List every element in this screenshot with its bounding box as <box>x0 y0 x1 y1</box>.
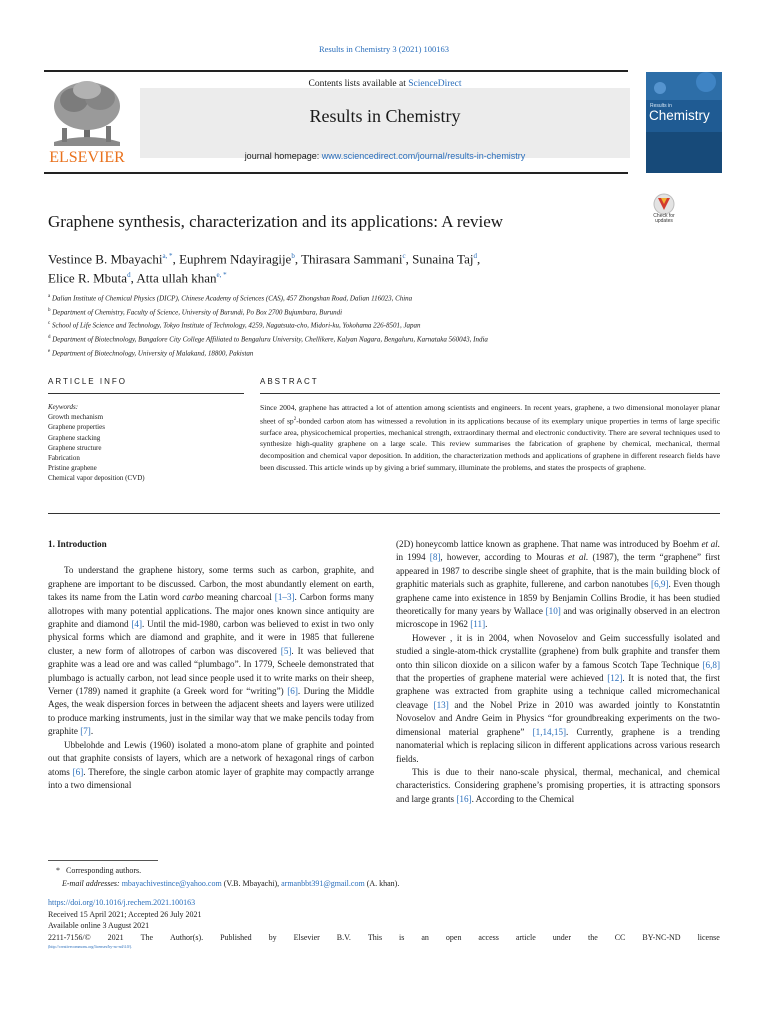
affiliation-mark: e <box>48 348 51 354</box>
affiliation-text: Department of Biotechnology, Bangalore City College Affiliated to Bengaluru University, Chellikere, Kalyan Nagara, Bengaluru, Karnataka 560043, India <box>50 335 488 344</box>
header-top-rule <box>44 70 628 72</box>
author-name[interactable]: Sunaina Taj <box>412 251 474 267</box>
publication-info <box>48 897 720 951</box>
affiliation-mark: c <box>48 321 51 327</box>
author-name[interactable]: Euphrem Ndayiragije <box>179 251 292 267</box>
keyword: Graphene properties <box>48 423 105 432</box>
abstract-text-part-2: -bonded carbon atom has witnessed a revolution in its applications because of its exemplary unique properties in terms of large specific surface area, physicochemical properties, mechanical strength, extraordinary thermal and electronic conductivity. There are several techniques used to synthesize high-quality graphene on a large scale. This review summarises the fabrication of graphene by chemical, mechanical, thermal decomposition and chemical vapor deposition. In addition, the characterization methods and applications of graphene in different research fields have been discussed. This article winds up by giving a brief summary, illuminate the problems, and states the prospects of graphene. <box>260 416 720 472</box>
sciencedirect-link[interactable]: ScienceDirect <box>408 79 462 89</box>
license-word: open <box>445 932 462 942</box>
affiliation-text: School of Life Science and Technology, Tokyo Institute of Technology, 4259, Nagatsuta-cho, Midori-ku, Yokohama 226-8501, Japan <box>50 321 421 330</box>
abstract-heading: ABSTRACT <box>260 377 319 386</box>
email-link-2[interactable]: armanbbt391@gmail.com <box>281 879 365 888</box>
body-column-left <box>48 538 374 792</box>
abstract-superscript: 2 <box>293 416 297 422</box>
license-word: license <box>697 932 720 942</box>
keyword: Graphene stacking <box>48 433 101 442</box>
affiliation-line <box>48 291 708 305</box>
keyword: Fabrication <box>48 454 80 463</box>
affiliation-text: Department of Biotechnology, University of Malakand, 18800, Pakistan <box>50 348 254 357</box>
italic-term: et al. <box>568 552 589 563</box>
homepage-label: journal homepage: <box>244 151 322 161</box>
keyword: Pristine graphene <box>48 464 97 473</box>
author-affiliation-mark[interactable]: d <box>127 271 131 280</box>
affiliation-mark: d <box>48 334 51 340</box>
journal-name: Results in Chemistry <box>309 106 461 126</box>
article-info-rule <box>48 393 244 394</box>
online-date: Available online 3 August 2021 <box>48 921 150 930</box>
citation-link[interactable]: [7] <box>80 726 91 737</box>
affiliation-text: Dalian Institute of Chemical Physics (DICP), Chinese Academy of Sciences (CAS), 457 Zhongshan Road, Dalian 116023, China <box>50 294 413 303</box>
italic-term: carbo <box>182 592 204 603</box>
license-word: 2021 <box>107 932 124 942</box>
footnote-rule <box>48 860 158 861</box>
affiliation-line <box>48 332 708 346</box>
body-column-right <box>396 538 720 806</box>
author-affiliation-mark[interactable]: e, * <box>216 271 227 280</box>
license-word: BY-NC-ND <box>642 932 681 942</box>
cover-small-text: Results in <box>650 103 672 109</box>
citation-link[interactable]: [8] <box>429 552 441 563</box>
author-name[interactable]: Atta ullah khan <box>136 270 217 286</box>
author-list: Vestince B. Mbayachi$^{a, *}$, Euphrem Ndayiragije$^b$, Thirasara Sammani$^c$, Sunaina Taj$^d$, Elice R. Mbuta$^d$, Atta ullah khan$^{e, *}$ <box>48 251 481 286</box>
affiliation-line <box>48 346 708 360</box>
abstract-text-part-1: Since 2004, graphene has attracted a lot of attention among scientists and engineers. In recent years, graphene, a two dimensional monolayer planar sheet of sp <box>260 403 720 426</box>
license-word: The <box>140 932 154 942</box>
footnote-mark: * <box>56 866 60 875</box>
author-affiliation-mark[interactable]: a, * <box>162 252 173 260</box>
paragraph: However , it is in 2004, when Novoselov and Geim successfully isolated and studied a single-atom-thick crystallite (graphene) from bulk graphite and transfer them onto thin silicon dioxide on a silicon wafer by a famous Scotch Tape Technique [6,8] that the properties of graphene material were achieved [12]. It is noted that, the first graphene was extracted from graphite using a technique called micromechanical cleavage [13] and the Nobel Prize in 2010 was awarded jointly to Konstatntin Novoselov and Andre Geim in Physics “for groundbreaking experiments on the two-dimensional material graphene” [1,14,15]. Currently, graphene is a trending nanomaterial which is replacing silicon in different applications across various research fields. <box>396 632 720 764</box>
citation-link[interactable]: [5] <box>280 645 292 656</box>
citation-link[interactable]: [13] <box>433 699 449 710</box>
affiliations <box>48 291 708 359</box>
check-for-updates-badge[interactable] <box>644 193 684 231</box>
homepage-link[interactable]: www.sciencedirect.com/journal/results-in-chemistry <box>321 151 526 161</box>
section-rule <box>48 513 720 514</box>
license-word: Author(s). <box>170 932 204 942</box>
received-dates: Received 15 April 2021; Accepted 26 July 2021 <box>48 909 202 919</box>
citation-link[interactable]: [12] <box>607 673 623 684</box>
citation-link[interactable]: [4] <box>131 619 143 630</box>
license-word: B.V. <box>336 932 351 942</box>
article-title: Graphene synthesis, characterization and its applications: A review <box>48 212 504 231</box>
license-line <box>48 932 720 944</box>
doi-link[interactable]: https://doi.org/10.1016/j.rechem.2021.100163 <box>48 898 196 907</box>
corresponding-text: Corresponding authors. <box>66 866 142 875</box>
license-word: This <box>367 932 383 942</box>
keywords-block <box>48 402 244 484</box>
footnotes <box>48 864 720 890</box>
citation-link[interactable]: [6] <box>287 686 298 697</box>
journal-cover[interactable] <box>646 72 722 173</box>
license-word: 2211-7156/© <box>48 932 91 942</box>
elsevier-wordmark: ELSEVIER <box>49 149 125 166</box>
affiliation-mark: b <box>48 307 51 313</box>
author-name[interactable]: Thirasara Sammani <box>301 251 403 267</box>
license-word: by <box>268 932 277 942</box>
license-word: Published <box>220 932 252 942</box>
email-link-1[interactable]: mbayachivestince@yahoo.com <box>121 879 222 888</box>
keyword: Growth mechanism <box>48 413 104 422</box>
license-word: article <box>515 932 536 942</box>
author-name[interactable]: Elice R. Mbuta <box>48 270 128 286</box>
email-owner-2: (A. khan). <box>364 879 400 888</box>
keywords-label: Keywords: <box>48 403 79 411</box>
paragraph: Ubbelohde and Lewis (1960) isolated a mono-atom plane of graphite and pointed out that graphite consists of layers, which are a network of hexagonal rings of carbon atoms [6]. Therefore, the single carbon atomic layer of graphite may compactly arrange into a two dimensional <box>48 739 374 790</box>
license-word: Elsevier <box>293 932 320 942</box>
elsevier-logo[interactable] <box>44 76 130 168</box>
affiliation-text: Department of Chemistry, Faculty of Science, University of Burundi, Po Box 2700 Bujumbura, Burundi <box>50 307 343 316</box>
article-info-heading: ARTICLE INFO <box>48 377 127 386</box>
check-updates-label: Check for updates <box>653 213 675 224</box>
license-word: access <box>478 932 499 942</box>
license-word: is <box>399 932 405 942</box>
contents-prefix: Contents lists available at <box>308 79 409 89</box>
abstract-rule <box>260 393 720 394</box>
license-url-link[interactable]: (http://creativecommons.org/licenses/by-nc-nd/4.0/). <box>48 944 133 949</box>
author-affiliation-mark[interactable]: d <box>473 252 477 260</box>
citation-link[interactable]: [6,9] <box>651 579 669 590</box>
affiliation-mark: a <box>48 294 51 299</box>
citation-link[interactable]: [11] <box>470 619 486 630</box>
elsevier-tree-icon <box>44 76 130 168</box>
check-updates-icon <box>644 193 684 215</box>
citation-link[interactable]: [6,8] <box>702 659 720 670</box>
citation-link[interactable]: [10] <box>545 606 561 617</box>
paragraph: This is due to their nano-scale physical, thermal, mechanical, and chemical characteristics. Considering graphene’s promising properties, it is attracting sponsors and large grants [16]. According to the Chemical <box>396 766 720 804</box>
citation-link[interactable]: [6] <box>72 766 84 777</box>
email-line <box>48 877 720 890</box>
author-affiliation-mark[interactable]: c <box>402 252 406 260</box>
header-bottom-rule <box>44 172 628 174</box>
cover-title: Chemistry <box>649 108 710 123</box>
author-affiliation-mark[interactable]: b <box>291 252 295 260</box>
section-title: 1. Introduction <box>48 539 107 549</box>
keyword: Chemical vapor deposition (CVD) <box>48 474 145 483</box>
paragraph: To understand the graphene history, some terms such as carbon, graphite, and graphene are important to be discussed. Carbon, the most abundantly element on earth, takes its name from the Latin word carbo meaning charcoal [1–3]. Carbon forms many allotropes with many potential applications. The major ones known since antiquity are graphite and diamond [4]. Until the mid-1980, carbon was believed to exist in two only physical forms which are diamond and graphite, and it were in 1985 that fullerene cluster, a new form of allotropes of carbon was discovered [5]. It was believed that graphite was a lead ore and was called “plumbago”. In 1779, Scheele demonstrated that plumbago is actually carbon, not lead since people used it to write marks on their sheep, Verner (1789) named it graphite (a Greek word for “writing”) [6]. During the Middle Ages, the weak dispersion forces in between the adjacent sheets and layers were utilized to produce marking instruments, just in the similar way that we make pencils today from graphite [7]. <box>48 565 374 737</box>
corresponding-note <box>48 864 720 877</box>
affiliation-line <box>48 305 708 319</box>
journal-homepage <box>140 151 630 161</box>
email-owner-1: (V.B. Mbayachi), <box>221 879 282 888</box>
license-word: the <box>587 932 598 942</box>
citation-link[interactable]: [16] <box>456 793 472 804</box>
license-word: under <box>552 932 571 942</box>
paragraph: (2D) honeycomb lattice known as graphene. That name was introduced by Boehm et al. in 1994 [8], however, according to Mouras et al. (1987), the term “graphene” first appeared in 1987 to describe single sheet of graphite, that is the main building block of graphitic materials such as graphite, fullerene, and carbon nanotubes [6,9]. Even though graphene came into existence in 1859 by Benjamin Collins Brodie, it has been studied theoretically for many years by Wallace [10] and was originally observed in an electron microscope in 1962 [11]. <box>396 539 721 630</box>
citation-link[interactable]: [1,14,15] <box>532 726 567 737</box>
citation-link[interactable]: [1–3] <box>274 592 295 603</box>
license-word: CC <box>614 932 626 942</box>
contents-line <box>140 79 630 89</box>
abstract-text <box>260 402 720 473</box>
email-label: E-mail addresses: <box>62 879 120 888</box>
italic-term: et al. <box>701 539 720 549</box>
keywords-list <box>48 412 244 483</box>
license-word: an <box>421 932 429 942</box>
journal-reference[interactable] <box>0 44 768 54</box>
author-name[interactable]: Vestince B. Mbayachi <box>48 251 163 267</box>
journal-reference-link[interactable]: Results in Chemistry 3 (2021) 100163 <box>318 44 450 54</box>
keyword: Graphene structure <box>48 443 102 452</box>
affiliation-line <box>48 318 708 332</box>
